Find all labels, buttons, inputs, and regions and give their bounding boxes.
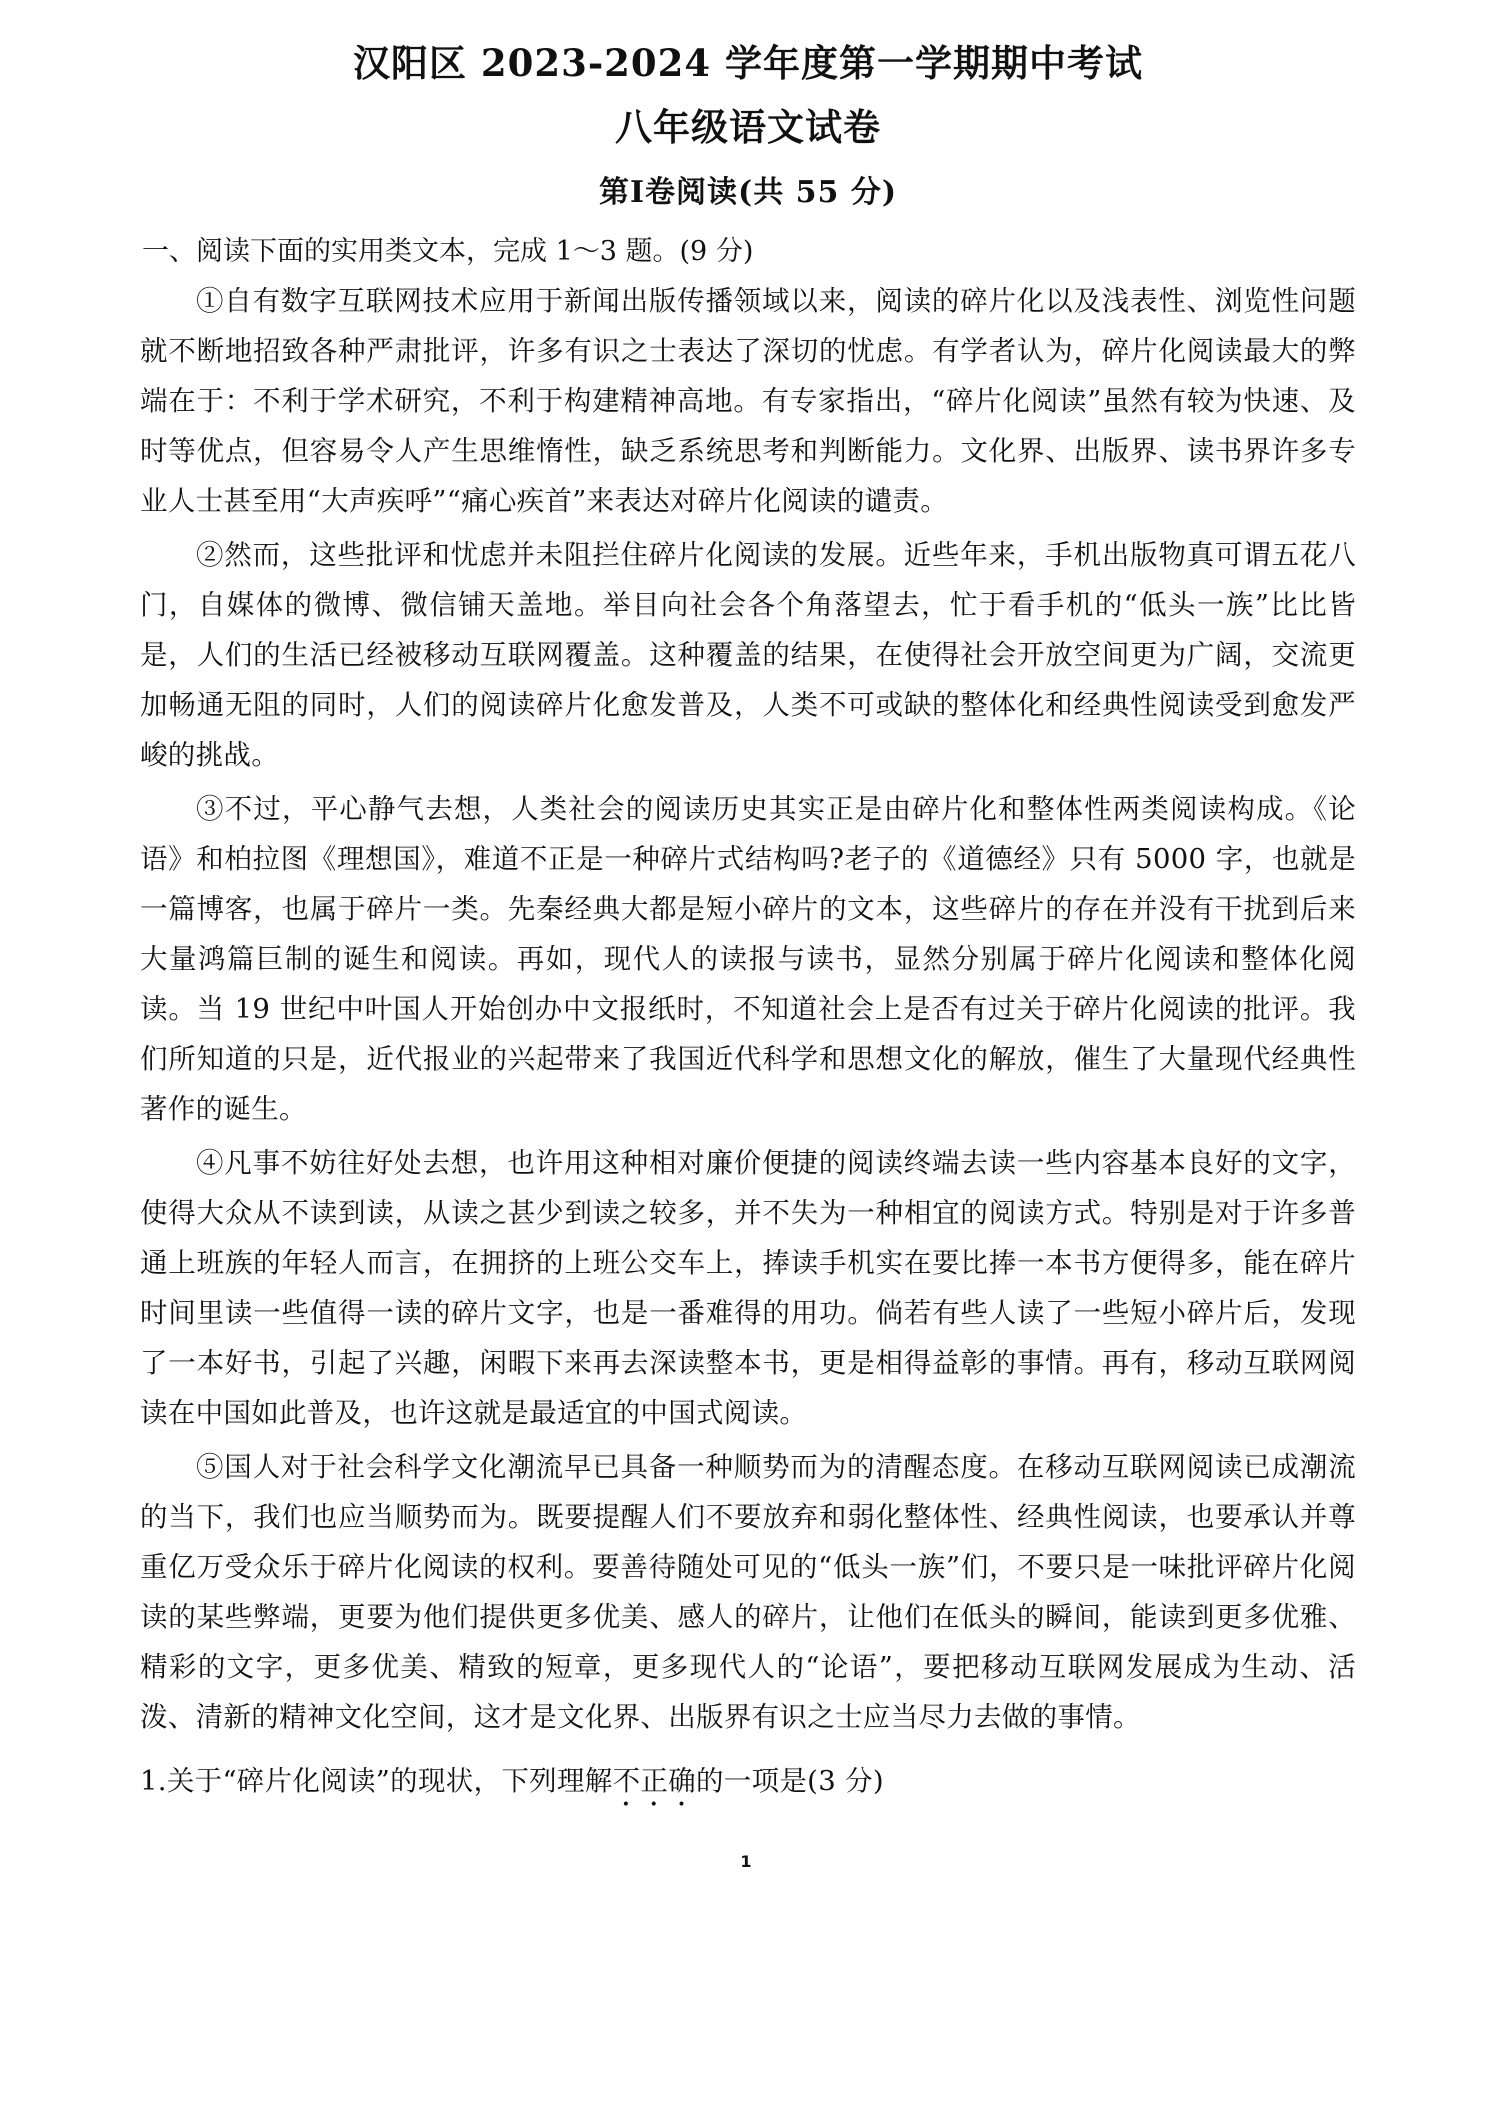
paragraph-2: ②然而，这些批评和忧虑并未阻拦住碎片化阅读的发展。近些年来，手机出版物真可谓五花八门，自媒体的微博、微信铺天盖地。举目向社会各个角落望去，忙于看手机的“低头一族”比比皆是，人们的生活已经被移动互联网覆盖。这种覆盖的结果，在使得社会开放空间更为广阔，交流更加畅通无阻的同时，人们的阅读碎片化愈发普及，人类不可或缺的整体化和经典性阅读受到愈发严峻的挑战。 xyxy=(140,539,1356,771)
exam-subtitle: 八年级语文试卷 xyxy=(615,105,881,149)
paragraph-3: ③不过，平心静气去想，人类社会的阅读历史其实正是由碎片化和整体性两类阅读构成。《论语》和柏拉图《理想国》，难道不正是一种碎片式结构吗?老子的《道德经》只有 5000 字，也就是一篇博客，也属于碎片一类。先秦经典大都是短小碎片的文本，这些碎片的存在并没有干扰到后来大量鸿篇巨制的诞生和阅读。再如，现代人的读报与读书，显然分别属于碎片化阅读和整体化阅读。当 19 世纪中叶国人开始创办中文报纸时，不知道社会上是否有过关于碎片化阅读的批评。我们所知道的只是，近代报业的兴起带来了我国近代科学和思想文化的解放，催生了大量现代经典性著作的诞生。 xyxy=(140,793,1356,1125)
paragraph-1: ①自有数字互联网技术应用于新闻出版传播领域以来，阅读的碎片化以及浅表性、浏览性问题就不断地招致各种严肃批评，许多有识之士表达了深切的忧虑。有学者认为，碎片化阅读最大的弊端在于：不利于学术研究，不利于构建精神高地。有专家指出，“碎片化阅读”虽然有较为快速、及时等优点，但容易令人产生思维惰性，缺乏系统思考和判断能力。文化界、出版界、读书界许多专业人士甚至用“大声疾呼”“痛心疾首”来表达对碎片化阅读的谴责。 xyxy=(140,285,1356,517)
page-number: 1 xyxy=(740,1852,752,1871)
question-1 xyxy=(140,1756,1356,1813)
exam-title: 汉阳区 2023-2024 学年度第一学期期中考试 xyxy=(352,41,1144,85)
part-title: 第Ⅰ卷阅读(共 55 分) xyxy=(598,175,898,210)
section-heading: 一、阅读下面的实用类文本，完成 1～3 题。(9 分) xyxy=(142,236,754,267)
question-1-emphasis: 不正确 xyxy=(612,1765,696,1797)
question-1-suffix: 的一项是(3 分) xyxy=(695,1765,884,1797)
question-1-prefix: 1.关于“碎片化阅读”的现状，下列理解 xyxy=(140,1765,613,1797)
paragraph-4: ④凡事不妨往好处去想，也许用这种相对廉价便捷的阅读终端去读一些内容基本良好的文字，使得大众从不读到读，从读之甚少到读之较多，并不失为一种相宜的阅读方式。特别是对于许多普通上班族的年轻人而言，在拥挤的上班公交车上，捧读手机实在要比捧一本书方便得多，能在碎片时间里读一些值得一读的碎片文字，也是一番难得的用功。倘若有些人读了一些短小碎片后，发现了一本好书，引起了兴趣，闲暇下来再去深读整本书，更是相得益彰的事情。再有，移动互联网阅读在中国如此普及，也许这就是最适宜的中国式阅读。 xyxy=(140,1147,1356,1429)
paragraph-5: ⑤国人对于社会科学文化潮流早已具备一种顺势而为的清醒态度。在移动互联网阅读已成潮流的当下，我们也应当顺势而为。既要提醒人们不要放弃和弱化整体性、经典性阅读，也要承认并尊重亿万受众乐于碎片化阅读的权利。要善待随处可见的“低头一族”们，不要只是一味批评碎片化阅读的某些弊端，更要为他们提供更多优美、感人的碎片，让他们在低头的瞬间，能读到更多优雅、精彩的文字，更多优美、精致的短章，更多现代人的“论语”，要把移动互联网发展成为生动、活泼、清新的精神文化空间，这才是文化界、出版界有识之士应当尽力去做的事情。 xyxy=(140,1451,1356,1733)
